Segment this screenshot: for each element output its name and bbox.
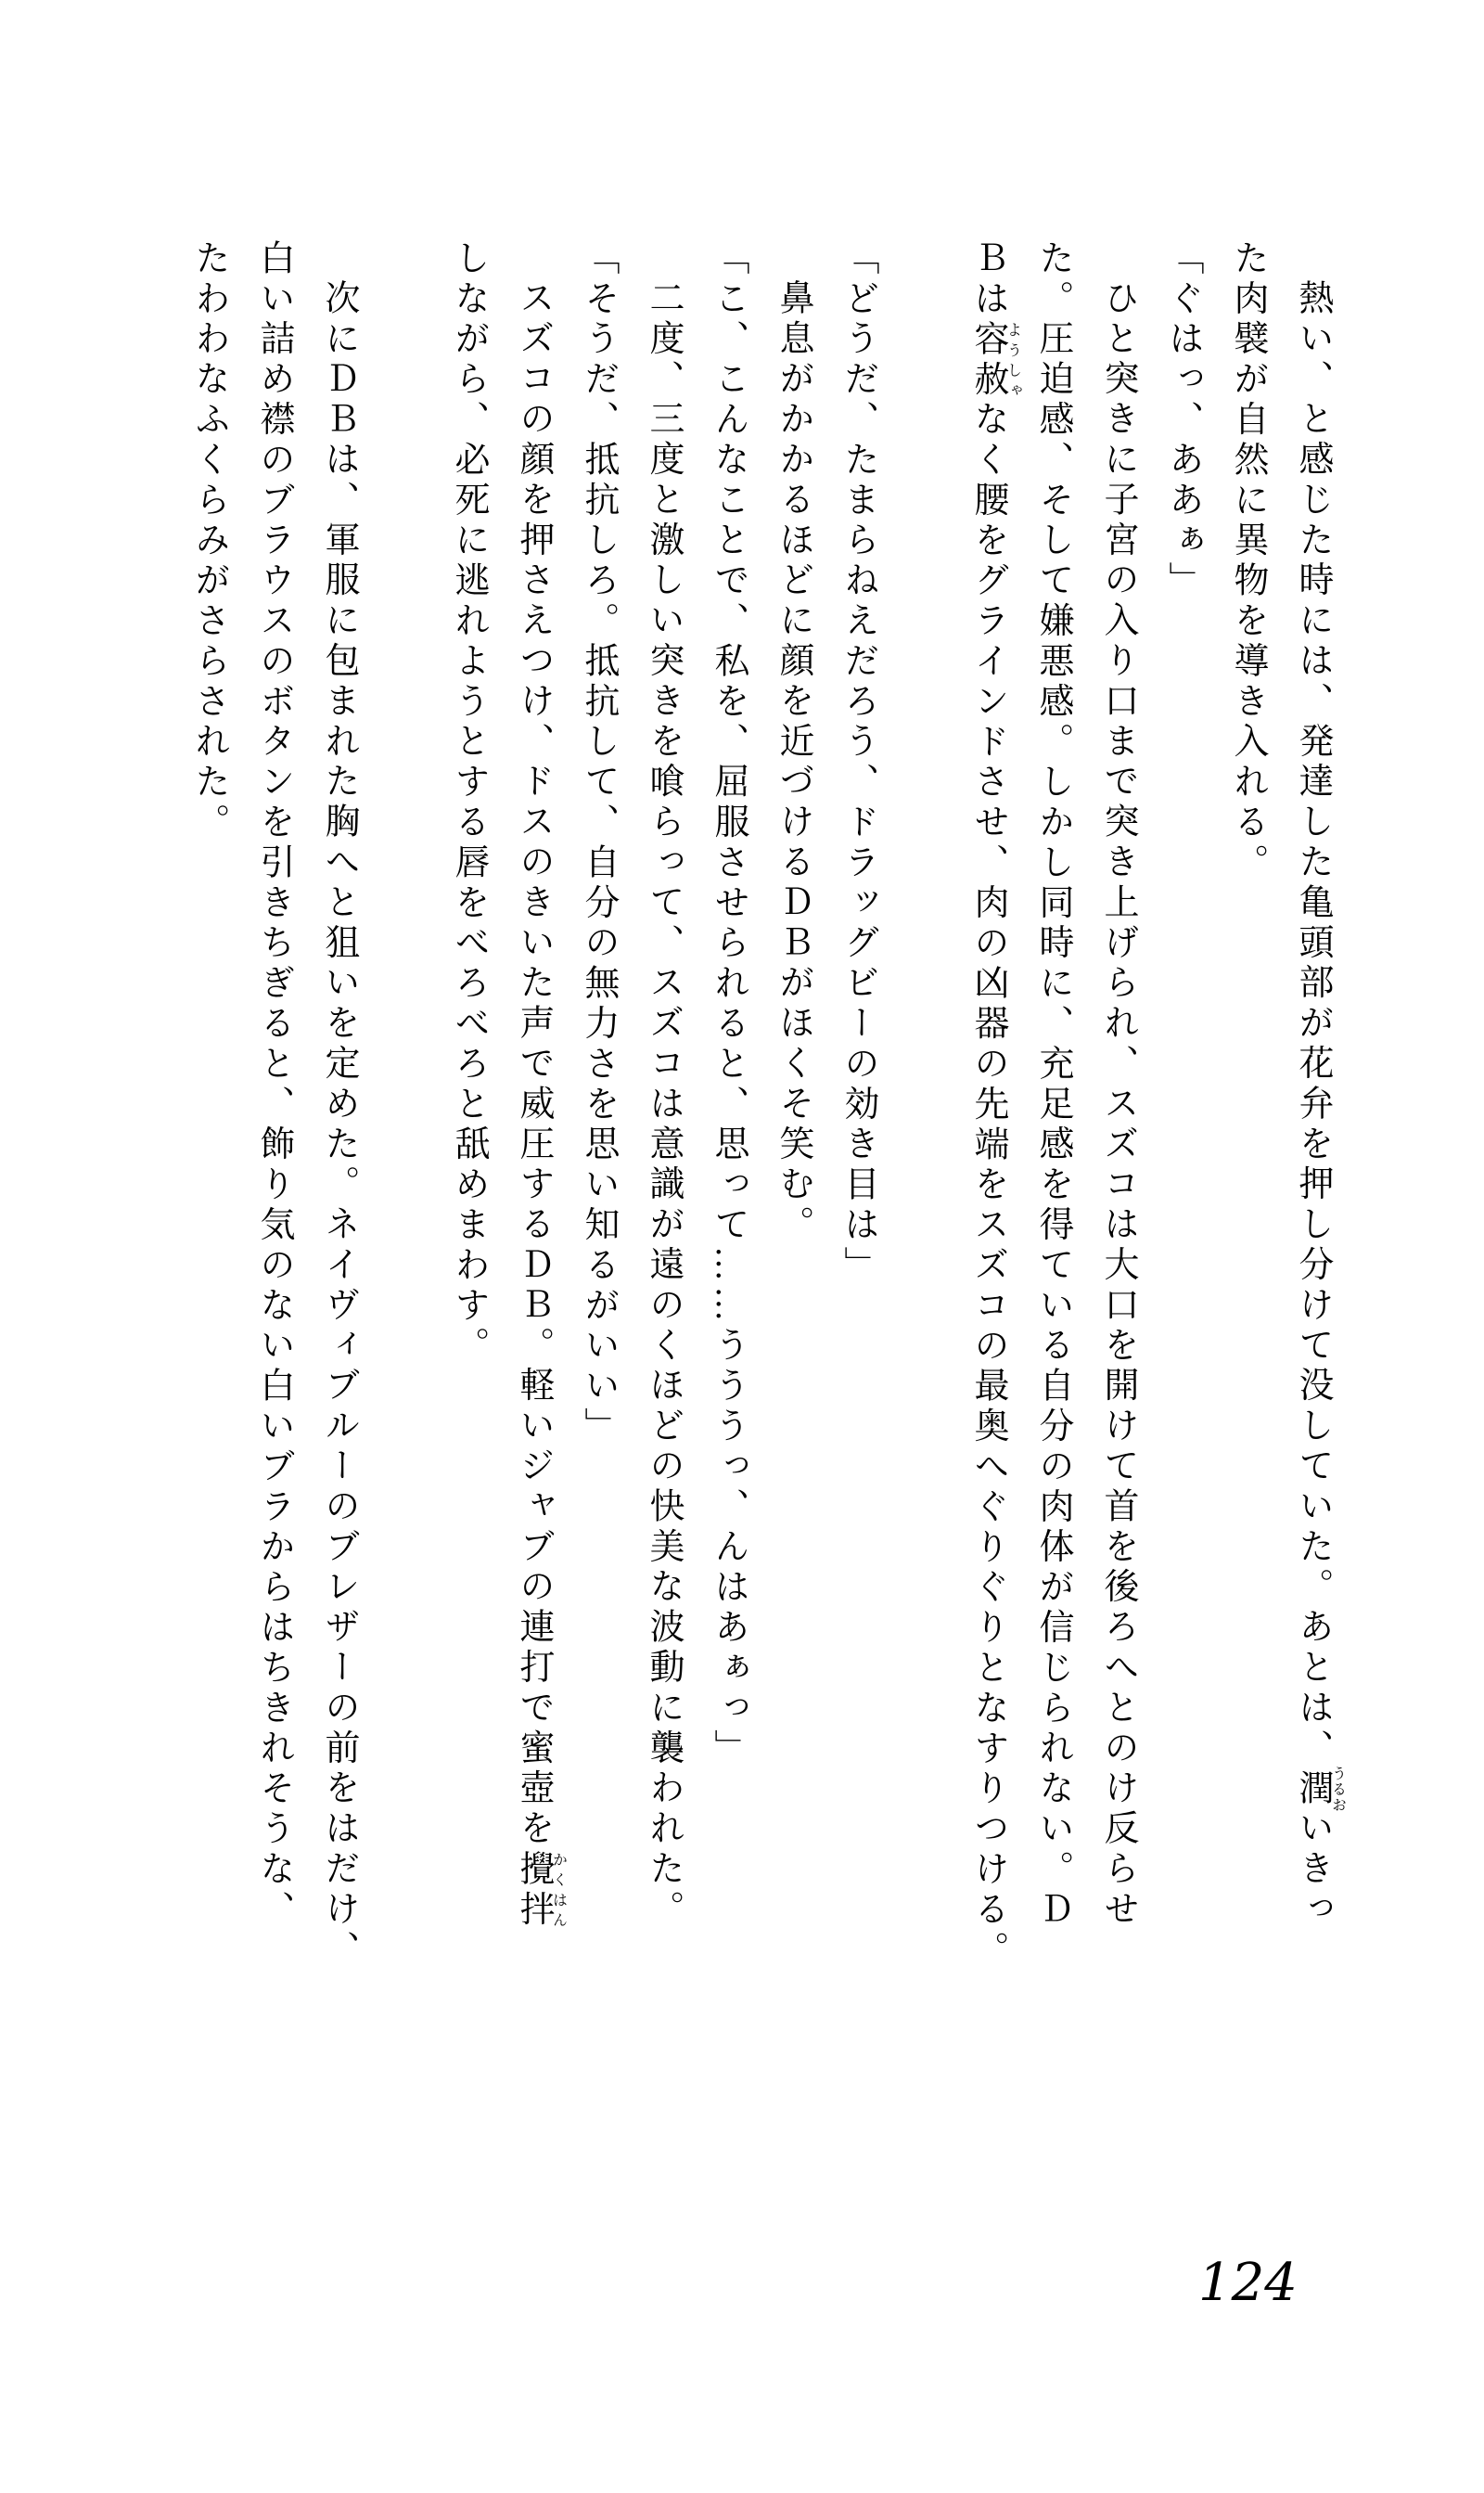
furigana-annotated-word: 容赦ようしゃ	[968, 319, 1021, 401]
text-line: 「どうだ、たまらねえだろう、ドラッグビーの効き目は」	[838, 239, 877, 1287]
blank-line	[890, 239, 955, 1939]
furigana-annotated-word: 攪拌かくはん	[514, 1849, 567, 1931]
text-line: 熱い、と感じた時には、発達した亀頭部が花弁を押し分けて没していた。あとは、潤うるおいきっ	[1293, 279, 1346, 1931]
text-line: 二度、三度と激しい突きを喰らって、スズコは意識が遠のくほどの快美な波動に襲われた。	[644, 279, 683, 1931]
text-line: 「ぐはっ、ああぁ」	[1163, 239, 1202, 602]
vertical-text-block	[176, 239, 1346, 1972]
furigana-reading: ようしゃ	[1004, 319, 1021, 401]
text-line: た肉襞が自然に異物を導き入れる。	[1228, 239, 1267, 884]
text-line: ひと突きに子宮の入り口まで突き上げられ、スズコは大口を開けて首を後ろへとのけ反らせ	[1098, 279, 1137, 1931]
text-line: 白い詰め襟のブラウスのボタンを引きちぎると、飾り気のない白いブラからはちきれそうな、	[254, 239, 293, 1931]
text-line: たわわなふくらみがさらされた。	[189, 239, 228, 843]
furigana-reading: うるお	[1329, 1766, 1346, 1814]
furigana-annotated-word: 潤うるお	[1293, 1766, 1346, 1814]
furigana-reading: かくはん	[550, 1849, 567, 1931]
page-number: 124	[1198, 2253, 1298, 2313]
text-line: 次にＤＢは、軍服に包まれた胸へと狙いを定めた。ネイヴィブルーのブレザーの前をはだけ、	[319, 279, 358, 1971]
text-line: しながら、必死に逃れようとする唇をべろべろと舐めまわす。	[449, 239, 488, 1368]
text-line: 鼻息がかかるほどに顔を近づけるＤＢがほくそ笑む。	[774, 279, 812, 1246]
text-line: た。圧迫感、そして嫌悪感。しかし同時に、充足感を得ている自分の肉体が信じられない。Ｄ	[1033, 239, 1072, 1931]
text-line: Ｂは容赦ようしゃなく腰をグラインドさせ、肉の凶器の先端をスズコの最奥へぐりぐりとなすりつける。	[968, 239, 1021, 1972]
text-line: スズコの顔を押さえつけ、ドスのきいた声で威圧するＤＢ。軽いジャブの連打で蜜壺を攪拌かくはん	[514, 279, 567, 1931]
blank-line	[371, 239, 436, 1939]
text-line: 「こ、こんなことで、私を、屈服させられると、思って……うううっ、んはあぁっ」	[709, 239, 748, 1770]
text-line: 「そうだ、抵抗しろ。抵抗して、自分の無力さを思い知るがいい」	[579, 239, 618, 1447]
